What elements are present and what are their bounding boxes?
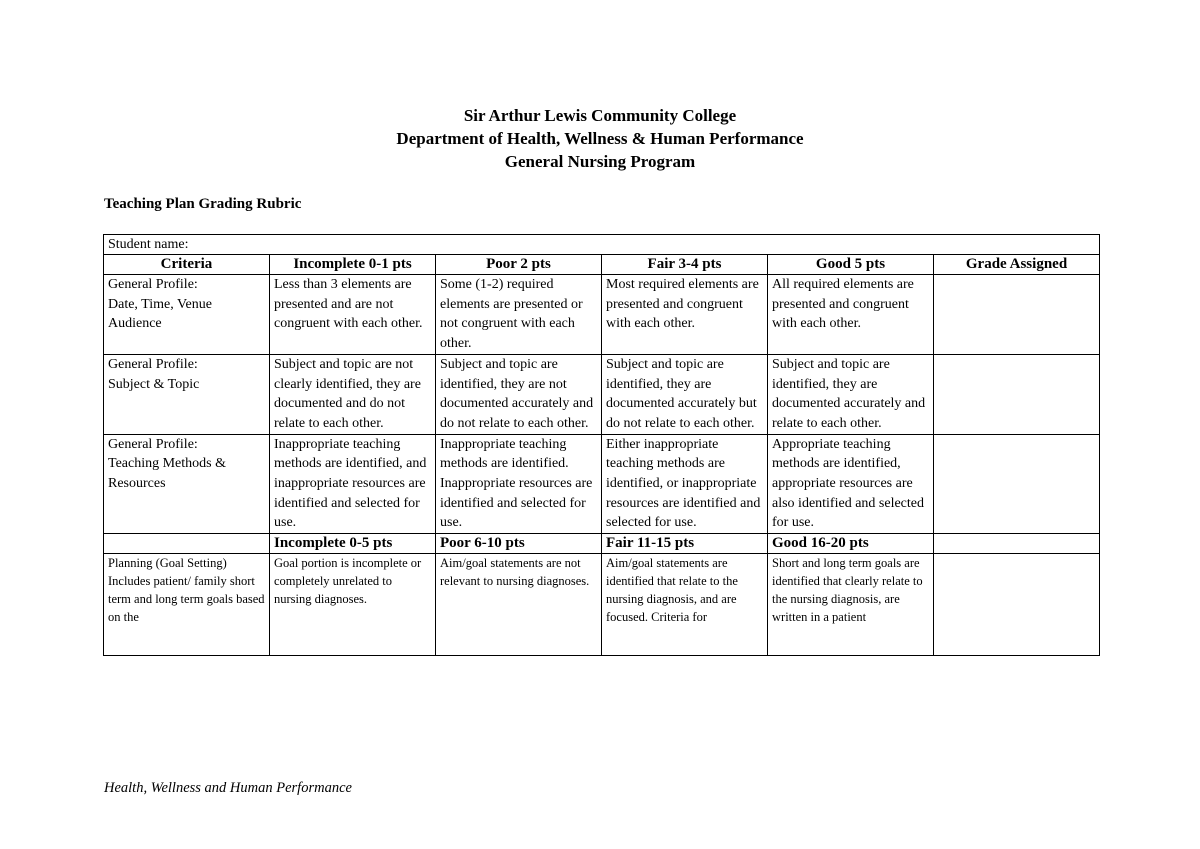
criteria-label: Audience	[108, 316, 162, 332]
fair-cell: Aim/goal statements are identified that relate to the nursing diagnosis, and are focused. Criteria for	[602, 554, 768, 656]
good-cell: Subject and topic are identified, they are documented accurately and relate to each other.	[768, 354, 934, 434]
table-header-row	[104, 255, 1100, 275]
poor-cell: Subject and topic are identified, they are not documented accurately and do not relate to each other.	[436, 354, 602, 434]
table-row	[104, 275, 1100, 355]
grade-cell[interactable]	[934, 554, 1100, 656]
column-header: Incomplete 0-1 pts	[270, 255, 436, 275]
grade-cell[interactable]	[934, 434, 1100, 534]
program-name: General Nursing Program	[504, 152, 696, 171]
criteria-label: Subject & Topic	[108, 376, 200, 392]
poor-cell: Some (1-2) required elements are presented or not congruent with each other.	[436, 275, 602, 355]
criteria-cell	[104, 554, 270, 656]
column-subheader: Poor 6-10 pts	[436, 534, 602, 554]
grading-rubric-table	[103, 234, 1100, 656]
good-cell: Short and long term goals are identified that clearly relate to the nursing diagnosis, are written in a patient	[768, 554, 934, 656]
criteria-label: Includes patient/ family short term and long term goals based on the	[108, 574, 265, 625]
department-name: Department of Health, Wellness & Human Performance	[396, 129, 804, 148]
student-name-row	[104, 235, 1100, 255]
criteria-label: Planning (Goal Setting)	[108, 556, 227, 571]
criteria-label: General Profile:	[108, 436, 198, 452]
fair-cell: Subject and topic are identified, they are documented accurately but do not relate to each other.	[602, 354, 768, 434]
good-cell: Appropriate teaching methods are identified, appropriate resources are also identified and selected for use.	[768, 434, 934, 534]
poor-cell: Inappropriate teaching methods are identified. Inappropriate resources are identified and selected for use.	[436, 434, 602, 534]
column-subheader: Good 16-20 pts	[768, 534, 934, 554]
incomplete-cell: Less than 3 elements are presented and are not congruent with each other.	[270, 275, 436, 355]
fair-cell: Either inappropriate teaching methods are identified, or inappropriate resources are identified and selected for use.	[602, 434, 768, 534]
column-header: Criteria	[104, 255, 270, 275]
table-row	[104, 554, 1100, 656]
column-subheader	[104, 534, 270, 554]
table-row	[104, 434, 1100, 534]
criteria-label: General Profile:	[108, 277, 198, 292]
student-name-field[interactable]: Student name:	[104, 235, 1100, 255]
incomplete-cell: Subject and topic are not clearly identified, they are documented and do not relate to each other.	[270, 354, 436, 434]
column-subheader	[934, 534, 1100, 554]
rubric-title: Teaching Plan Grading Rubric	[104, 196, 302, 212]
table-row	[104, 354, 1100, 434]
grade-cell[interactable]	[934, 275, 1100, 355]
incomplete-cell: Inappropriate teaching methods are identified, and inappropriate resources are identified and selected for use.	[270, 434, 436, 534]
criteria-label: Date, Time, Venue	[108, 296, 212, 312]
criteria-label: Teaching Methods & Resources	[108, 456, 226, 492]
incomplete-cell: Goal portion is incomplete or completely unrelated to nursing diagnoses.	[270, 554, 436, 656]
poor-cell: Aim/goal statements are not relevant to nursing diagnoses.	[436, 554, 602, 656]
criteria-cell	[104, 275, 270, 355]
criteria-label: General Profile:	[108, 356, 198, 372]
good-cell: All required elements are presented and congruent with each other.	[768, 275, 934, 355]
column-header: Fair 3-4 pts	[602, 255, 768, 275]
page-footer: Health, Wellness and Human Performance	[104, 780, 352, 796]
criteria-cell	[104, 434, 270, 534]
fair-cell: Most required elements are presented and congruent with each other.	[602, 275, 768, 355]
column-subheader: Incomplete 0-5 pts	[270, 534, 436, 554]
points-subheader-row	[104, 534, 1100, 554]
document-header	[0, 104, 1200, 173]
grade-cell[interactable]	[934, 354, 1100, 434]
criteria-cell	[104, 354, 270, 434]
column-header: Good 5 pts	[768, 255, 934, 275]
column-header: Grade Assigned	[934, 255, 1100, 275]
column-header: Poor 2 pts	[436, 255, 602, 275]
column-subheader: Fair 11-15 pts	[602, 534, 768, 554]
college-name: Sir Arthur Lewis Community College	[463, 106, 737, 125]
